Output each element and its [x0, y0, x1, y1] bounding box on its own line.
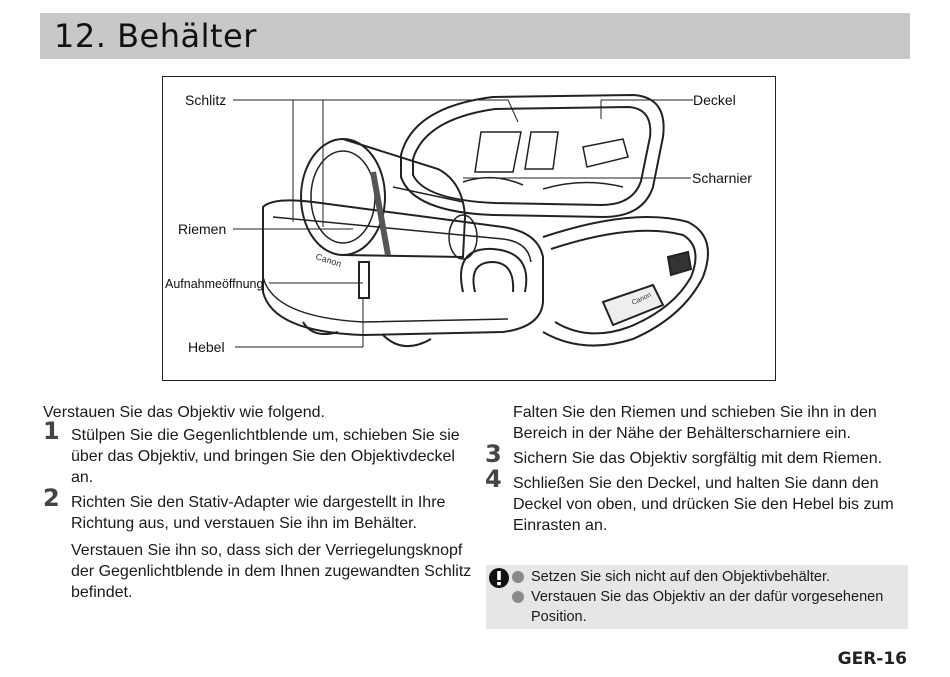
caution-text: Verstauen Sie das Objektiv an der dafür vorgesehenen Position.: [531, 589, 884, 625]
step-number: 4: [485, 465, 502, 493]
list-item: [510, 567, 908, 587]
brand-logo: Canon: [314, 251, 343, 270]
step-3: [485, 440, 915, 469]
section-header: [40, 13, 910, 59]
instructions-left: [43, 402, 473, 603]
label-hebel: Hebel: [188, 339, 225, 355]
step-number: 2: [43, 484, 60, 512]
case-drawing: [163, 77, 777, 382]
label-scharnier: Scharnier: [692, 170, 752, 186]
bullet-icon: [512, 571, 524, 583]
lens-shape: [301, 139, 477, 259]
step-text: Schließen Sie den Deckel, und halten Sie dann den Deckel von oben, und drücken Sie den Hebel bis zum Einrasten an.: [513, 475, 894, 534]
lever-shape: [359, 262, 369, 298]
caution-text: Setzen Sie sich nicht auf den Objektivbehälter.: [531, 569, 831, 585]
caution-icon: [488, 567, 510, 589]
caution-box: [486, 565, 908, 629]
step-2: [43, 484, 473, 534]
strap-brand-logo: Canon: [630, 291, 653, 307]
step-text: Sichern Sie das Objektiv sorgfältig mit dem Riemen.: [513, 450, 883, 467]
step-number: 3: [485, 440, 502, 468]
case-illustration: [162, 76, 776, 381]
step-number: 1: [43, 417, 60, 445]
step-2-continued: Falten Sie den Riemen und schieben Sie ihn in den Bereich in der Nähe der Behälterscharniere ein.: [513, 404, 877, 442]
caution-list: [486, 565, 908, 627]
page-number: GER-16: [837, 649, 907, 669]
step-text: Richten Sie den Stativ-Adapter wie dargestellt in Ihre Richtung aus, und verstauen Sie ihn im Behälter.: [71, 494, 446, 532]
instructions-right: [485, 402, 915, 536]
strap-shape: [543, 217, 708, 346]
intro-text: Verstauen Sie das Objektiv wie folgend.: [43, 404, 325, 421]
step-4: [485, 465, 915, 536]
label-aufnahmeoeffnung: Aufnahmeöffnung: [165, 277, 264, 291]
label-schlitz: Schlitz: [185, 92, 227, 108]
step-text: Stülpen Sie die Gegenlichtblende um, schieben Sie sie über das Objektiv, und bringen Sie den Objektivdeckel an.: [71, 427, 460, 486]
lid-shape: [401, 95, 664, 217]
step-2-note: Verstauen Sie ihn so, dass sich der Verriegelungsknopf der Gegenlichtblende in dem Ihnen zugewandten Schlitz befindet.: [71, 542, 472, 601]
bullet-icon: [512, 591, 524, 603]
section-title: 12. Behälter: [54, 17, 257, 55]
label-riemen: Riemen: [178, 221, 227, 237]
list-item: [510, 587, 908, 627]
label-deckel: Deckel: [693, 92, 736, 108]
step-1: [43, 417, 473, 488]
